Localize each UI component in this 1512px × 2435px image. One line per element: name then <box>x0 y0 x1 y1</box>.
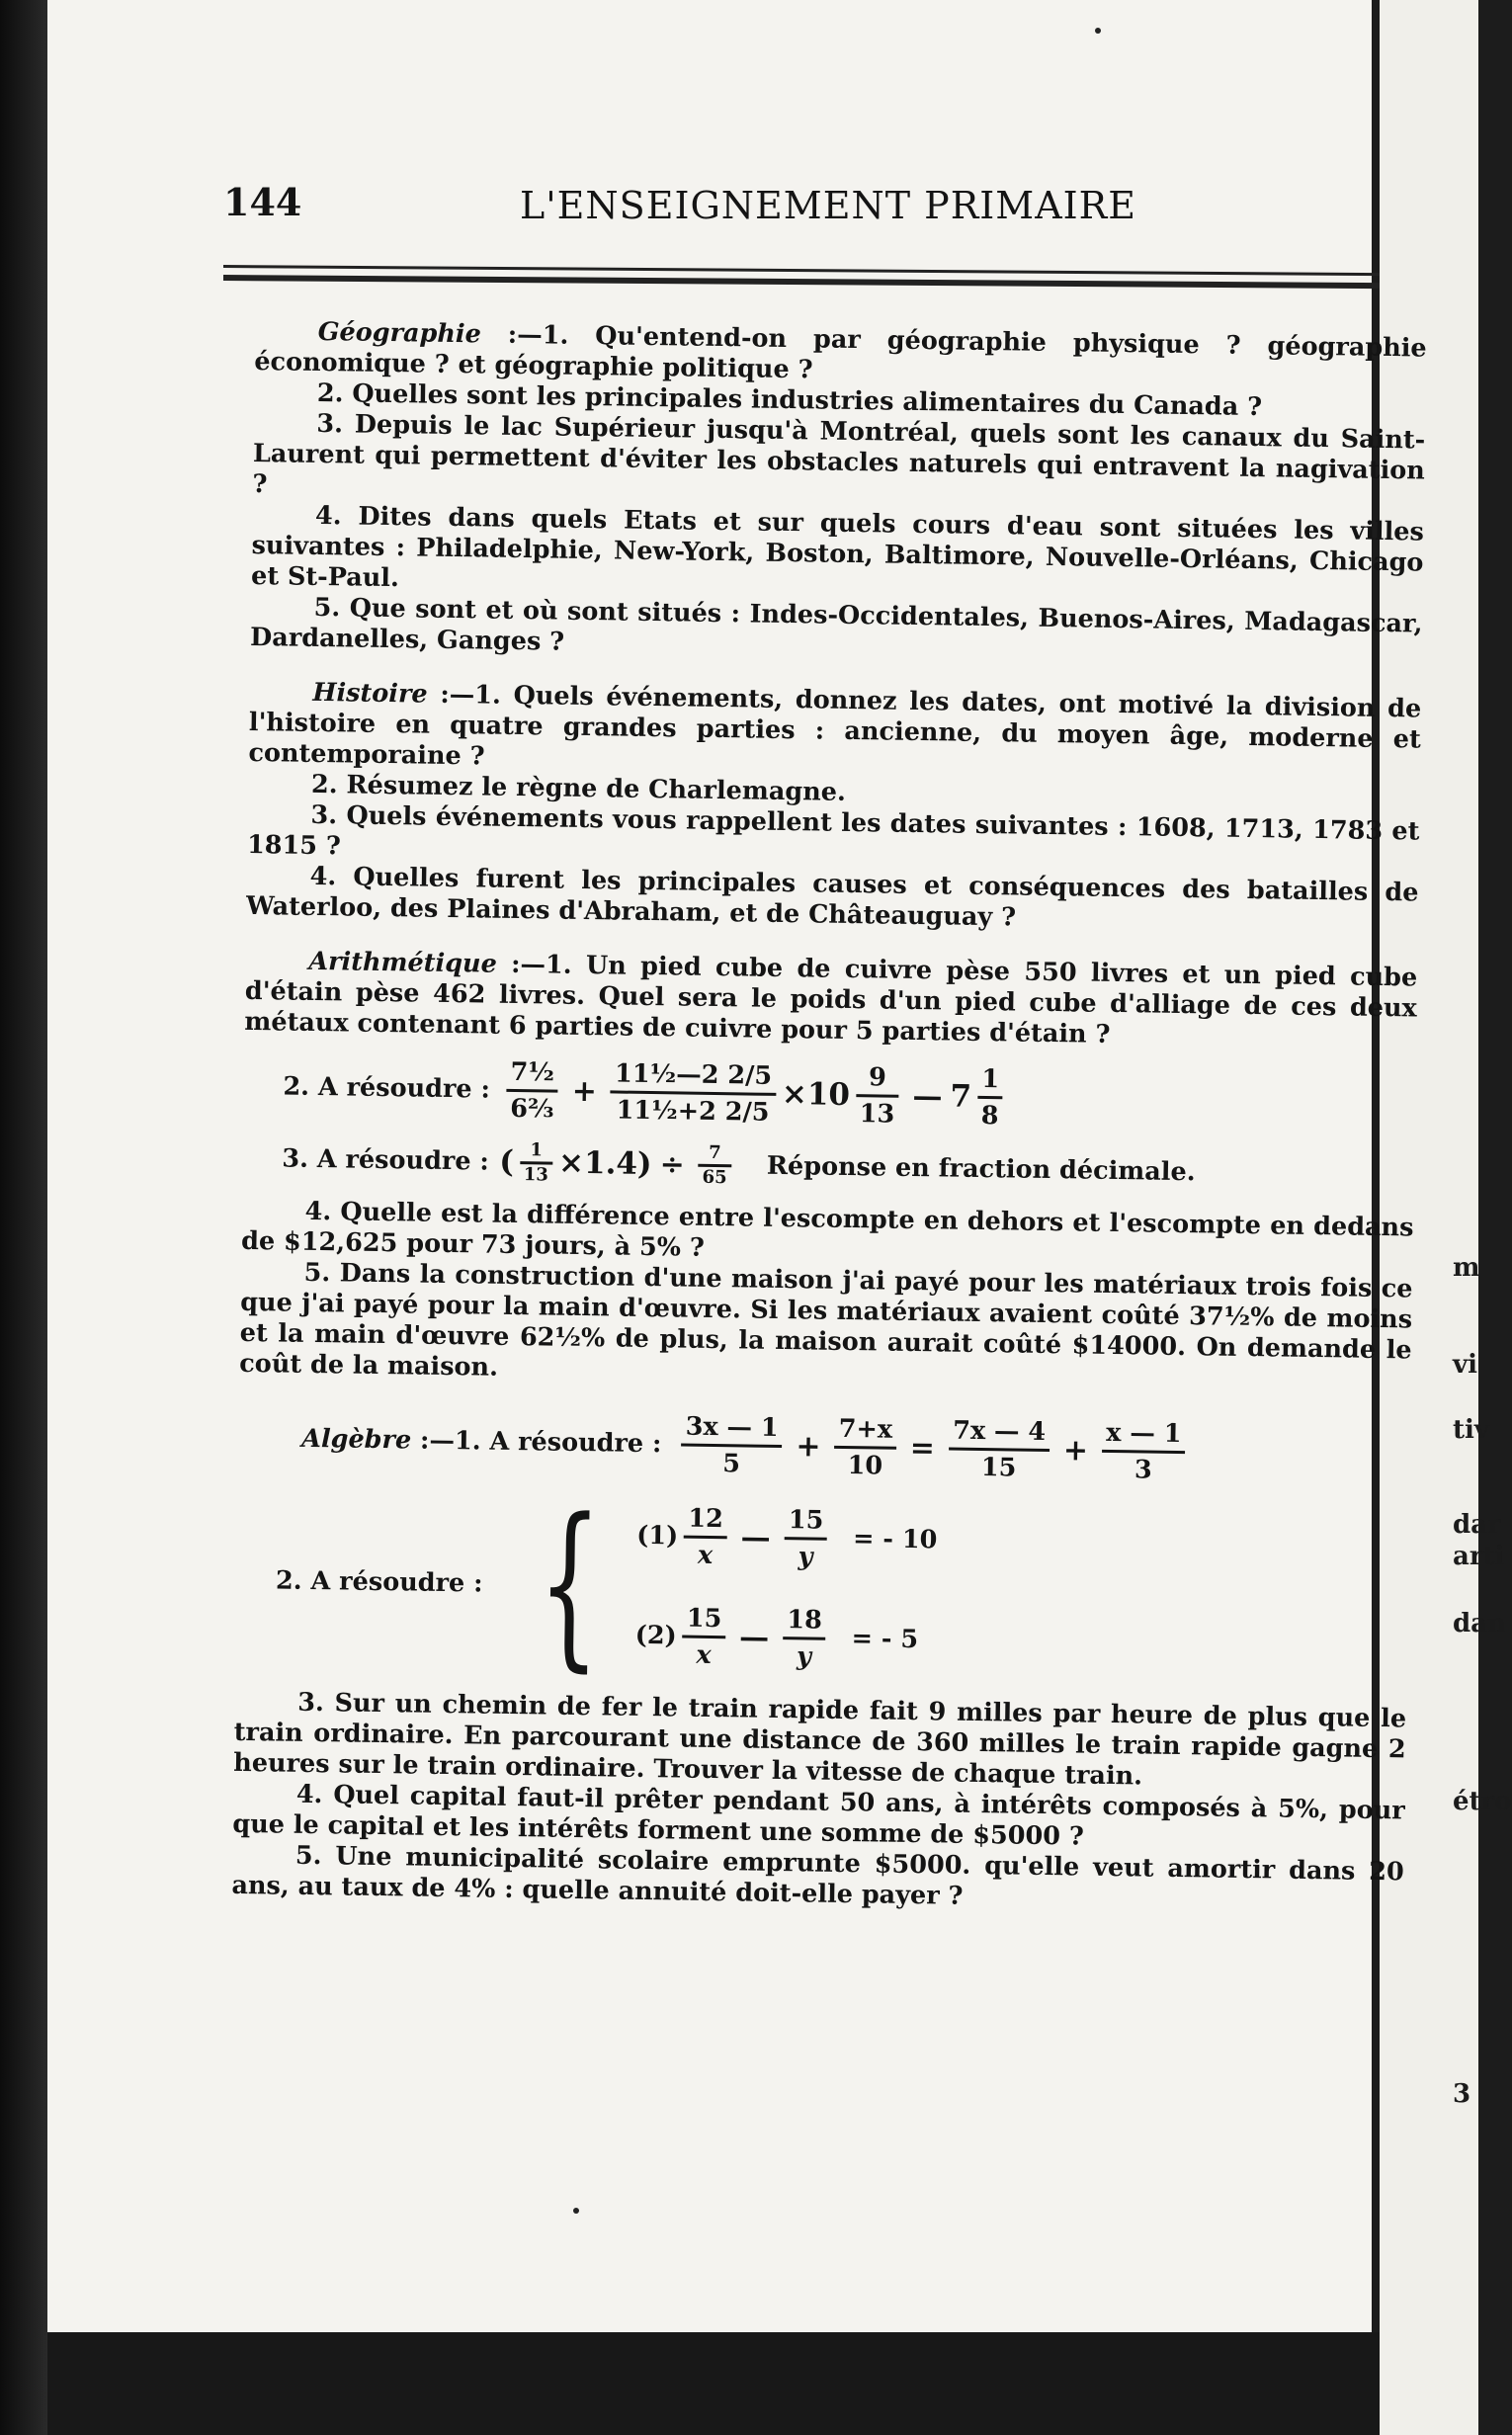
numerator: 7+x <box>838 1413 893 1445</box>
equation-2 <box>634 1601 936 1676</box>
denominator: x <box>697 1540 714 1571</box>
denominator: y <box>796 1641 812 1672</box>
question: 3. Depuis le lac Supérieur jusqu'à Montréal, quels sont les canaux du Saint-Laurent qui permettent d'éviter les obstacles naturels qui entravent la nagivation ? <box>252 408 1426 500</box>
numerator: 1 <box>981 1063 1000 1095</box>
operator: + <box>1062 1433 1089 1469</box>
fraction <box>682 1602 726 1673</box>
denominator: 13 <box>523 1164 549 1186</box>
section-label: Géographie <box>317 316 482 350</box>
fraction <box>520 1139 553 1186</box>
denominator: 6⅔ <box>510 1093 554 1125</box>
math-expression: 2. A résoudre : $\frac{\text{7½}}{\text{6⅔}}$ + 11½—2 2/5 11½+2 2/5 ×10 $\frac{9}{13}$ — 7 $\frac{1}{8}$ <box>283 1052 1416 1139</box>
numerator: 15 <box>788 1505 824 1536</box>
numerator: 15 <box>686 1603 722 1635</box>
denominator: 15 <box>980 1453 1017 1483</box>
operator: — <box>740 1520 771 1555</box>
question: 5. Dans la construction d'une maison j'ai payé pour les matériaux trois fois ce que j'ai payé pour la main d'œuvre. Si les matériaux avaient coûté 37½% de moins et la main d'œuvre 62½% de plus, la maison aurait coûté $14000. On demande le coût de la maison. <box>239 1257 1413 1383</box>
paren: ( <box>499 1143 515 1180</box>
numerator: 12 <box>688 1503 724 1535</box>
brace: { <box>537 1480 603 1689</box>
denominator: 11½+2 2/5 <box>616 1095 770 1128</box>
section-label: Algèbre <box>300 1423 412 1456</box>
denominator: x <box>696 1639 712 1670</box>
exam-questions <box>231 316 1427 1942</box>
margin-fragment: arti <box>1453 1542 1505 1571</box>
equation-tag: (1) <box>636 1520 679 1552</box>
question <box>248 677 1421 787</box>
question: 2. Résumez le règne de Charlemagne. <box>310 769 847 807</box>
equations <box>634 1501 938 1675</box>
question: 4. Dites dans quels Etats et sur quels cours d'eau sont situées les villes suivantes : Philadelphie, New-York, Boston, Baltimore, Nouvelle-Orléans, Chicago et St-Paul. <box>250 500 1425 594</box>
margin-fragment: tiv <box>1453 1415 1489 1445</box>
fraction <box>948 1414 1050 1486</box>
numerator: 1 <box>530 1139 544 1161</box>
margin-fragment: vi <box>1453 1350 1477 1380</box>
numerator: 18 <box>787 1605 823 1636</box>
numerator: 7 <box>709 1141 721 1164</box>
equation-system <box>275 1480 1410 1689</box>
equation-tag: (2) <box>634 1620 677 1651</box>
math-expression <box>282 1136 1415 1200</box>
math-expression <box>301 1404 1411 1491</box>
section-geographie <box>250 316 1427 671</box>
scan-speck <box>1095 28 1101 34</box>
margin-fragment: dan <box>1453 1609 1506 1638</box>
question: 2. Quelles sont les principales industries alimentaires du Canada ? <box>316 378 1263 423</box>
fraction <box>784 1503 828 1574</box>
section-histoire <box>246 677 1422 940</box>
operator: + <box>796 1429 821 1465</box>
fraction <box>698 1142 731 1189</box>
question: 3. Quels événements vous rappellent les dates suivantes : 1608, 1713, 1783 et 1815 ? <box>246 799 1420 862</box>
operator: — <box>738 1620 770 1655</box>
margin-fragment: étro <box>1453 1787 1512 1816</box>
scan-shadow <box>0 0 47 2435</box>
denominator: 13 <box>859 1099 895 1130</box>
whole-number: 7 <box>950 1078 972 1115</box>
denominator: 8 <box>980 1100 999 1132</box>
numerator: 7x — 4 <box>953 1415 1047 1447</box>
fraction <box>684 1502 728 1573</box>
scan-speck <box>573 2208 579 2214</box>
denominator: 3 <box>1134 1455 1152 1485</box>
fraction <box>1102 1416 1186 1487</box>
question-text: :—1. Qu'entend-on par géographie physique ? géographie économique ? et géographie politique ? <box>254 319 1427 385</box>
question-label: :—1. A résoudre : <box>419 1425 662 1460</box>
section-arithmetique <box>239 946 1417 1397</box>
question-text: :—1. Un pied cube de cuivre pèse 550 livres et un pied cube d'étain pèse 462 livres. Quel sera le poids d'un pied cube d'alliage de ces deux métaux contenant 6 parties de cuivre pour 5 parties d'étain ? <box>244 949 1418 1050</box>
numerator: x — 1 <box>1106 1417 1182 1450</box>
fraction <box>610 1056 776 1129</box>
operator: ×10 <box>781 1075 851 1114</box>
section-label: Histoire <box>312 677 428 710</box>
fraction <box>506 1055 558 1127</box>
operator: ×1.4) <box>557 1144 652 1183</box>
question-text: :—1. Quels événements, donnez les dates, ont motivé la division de l'histoire en quatre grandes parties : ancienne, du moyen âge, moderne et contemporaine ? <box>248 679 1422 772</box>
question: 4. Quel capital faut-il prêter pendant 50 ans, à intérêts composés à 5%, pour que le capital et les intérêts forment une somme de $5000 ? <box>232 1779 1405 1852</box>
equation-rhs: = - 10 <box>852 1524 938 1555</box>
fraction <box>834 1412 896 1483</box>
question: 5. Une municipalité scolaire emprunte $5000. qu'elle veut amortir dans 20 ans, au taux de 4% : quelle annuité doit-elle payer ? <box>231 1840 1404 1911</box>
operator: ÷ <box>659 1147 686 1183</box>
margin-fragment: 3 <box>1453 2079 1471 2109</box>
numerator: 3x — 1 <box>685 1411 779 1443</box>
equation-rhs: = - 5 <box>851 1624 919 1655</box>
margin-fragment: dar <box>1453 1510 1501 1540</box>
question: 4. Quelles furent les principales causes et conséquences des batailles de Waterloo, des Plaines d'Abraham, et de Châteauguay ? <box>245 861 1419 933</box>
question <box>244 946 1417 1055</box>
numerator: 7½ <box>510 1056 555 1088</box>
fraction <box>977 1062 1004 1133</box>
scan-background <box>47 2332 1380 2435</box>
question: 4. Quelle est la différence entre l'escompte en dehors et l'escompte en dedans de $12,625 pour 73 jours, à 5% ? <box>240 1196 1414 1263</box>
equation-1 <box>636 1501 938 1576</box>
fraction <box>681 1410 783 1482</box>
section-label: Arithmétique <box>308 946 498 979</box>
denominator: 65 <box>702 1166 727 1189</box>
operator: = <box>909 1430 936 1467</box>
fraction <box>783 1603 827 1674</box>
page-number: 144 <box>223 180 302 224</box>
operator: — <box>912 1078 943 1115</box>
fraction <box>855 1060 899 1132</box>
denominator: y <box>798 1542 813 1572</box>
answer-note: Réponse en fraction décimale. <box>766 1150 1196 1188</box>
section-algebre <box>231 1403 1410 1919</box>
question: 3. Sur un chemin de fer le train rapide fait 9 milles par heure de plus que le train ordinaire. En parcourant une distance de 360 milles le train rapide gagne 2 heures sur le train ordinaire. Trouver la vitesse de chaque train. <box>233 1687 1407 1792</box>
margin-fragment: m <box>1453 1253 1480 1283</box>
numerator: 9 <box>868 1062 887 1093</box>
numerator: 11½—2 2/5 <box>614 1058 773 1091</box>
denominator: 10 <box>847 1451 883 1481</box>
running-header <box>223 176 1271 235</box>
question-label: 2. A résoudre : <box>283 1071 491 1105</box>
denominator: 5 <box>722 1449 741 1479</box>
running-title: L'ENSEIGNEMENT PRIMAIRE <box>520 184 1137 227</box>
question-label: 3. A résoudre : <box>282 1143 490 1177</box>
question-label: 2. A résoudre : <box>275 1564 483 1599</box>
question: 5. Que sont et où sont situés : Indes-Occidentales, Buenos-Aires, Madagascar, Dardanelles, Ganges ? <box>249 592 1423 657</box>
